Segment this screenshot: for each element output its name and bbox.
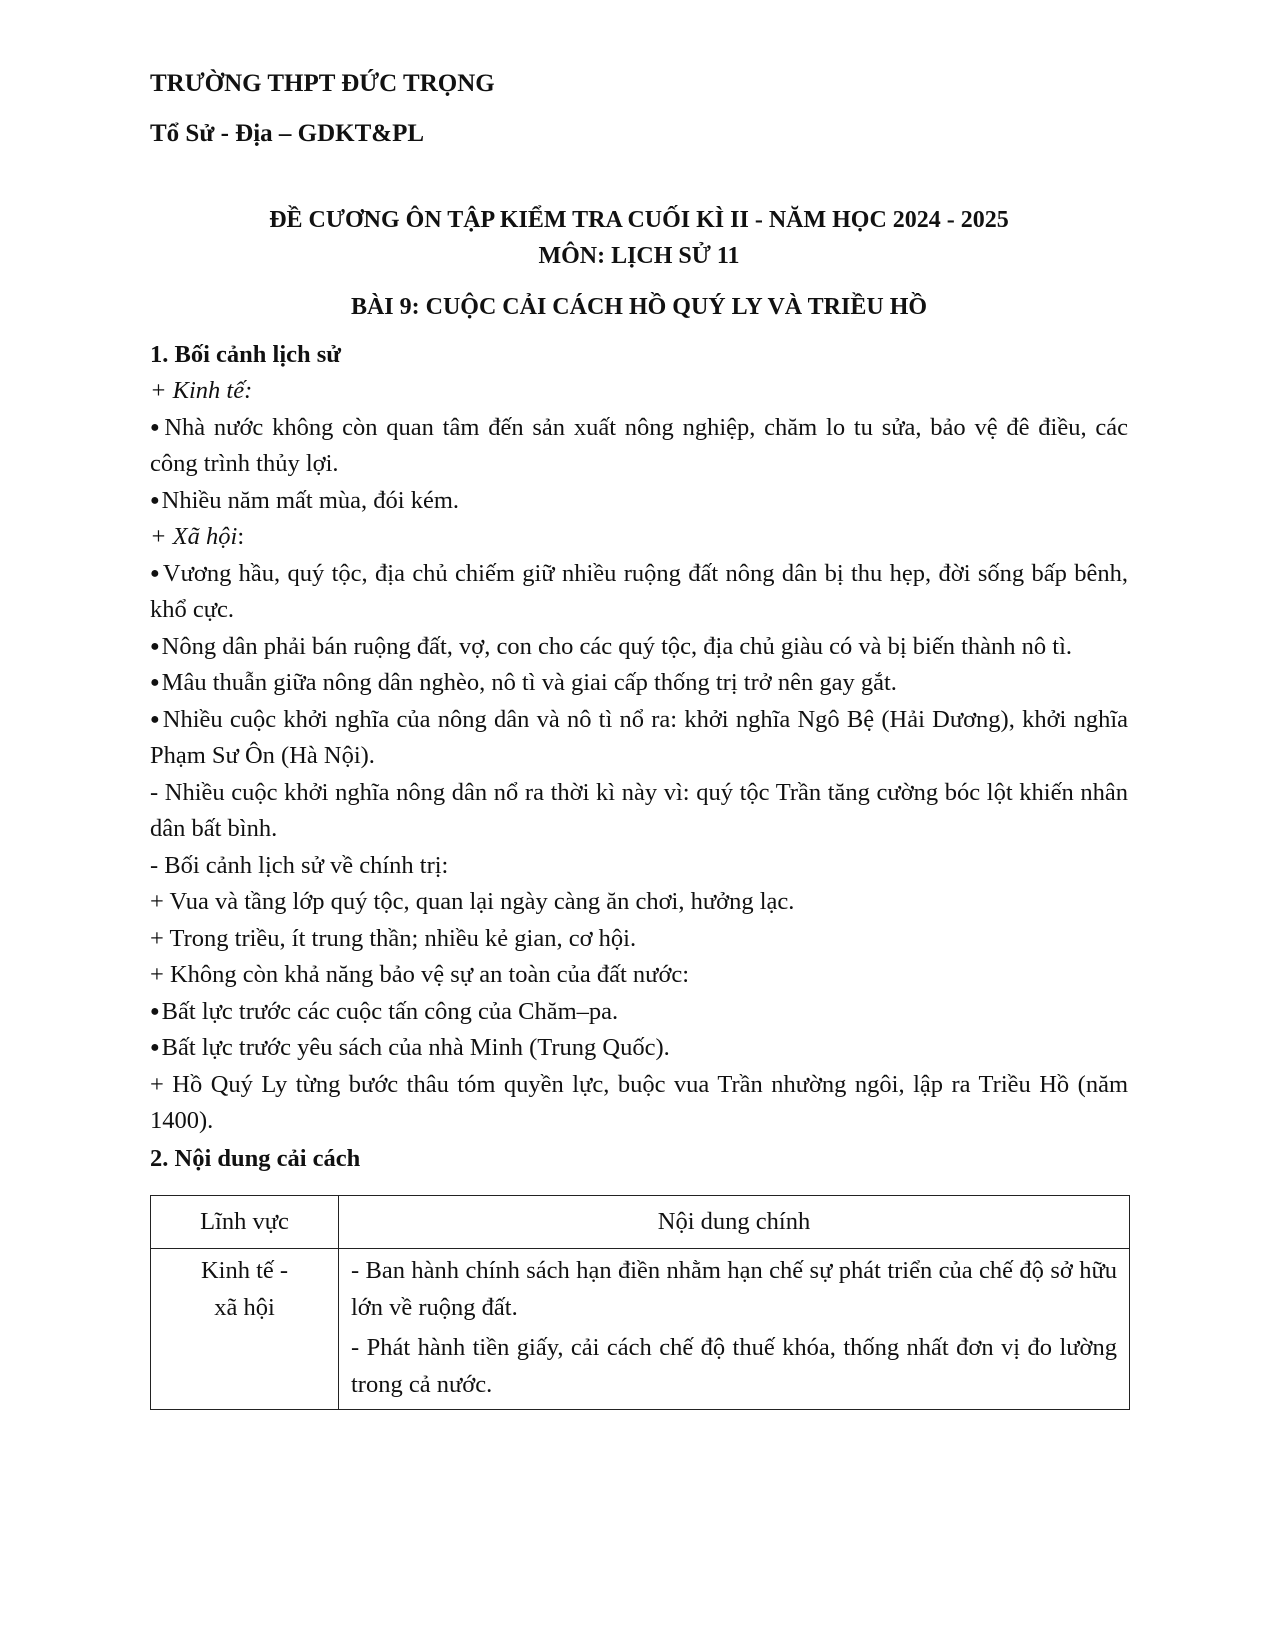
uprising-reason: - Nhiều cuộc khởi nghĩa nông dân nổ ra thời kì này vì: quý tộc Trần tăng cường bóc lột khiến nhân dân bất bình. [150, 778, 1128, 842]
content-item: - Phát hành tiền giấy, cải cách chế độ thuế khóa, thống nhất đơn vị đo lường trong cả nước. [351, 1334, 1117, 1398]
table-row [151, 1249, 1130, 1410]
economy-item: ● Nhiều năm mất mùa, đói kém. [150, 483, 1128, 520]
society-item: ● Nông dân phải bán ruộng đất, vợ, con cho các quý tộc, địa chủ giàu có và bị biến thành nô tì. [150, 629, 1128, 666]
content-item: - Ban hành chính sách hạn điền nhằm hạn chế sự phát triển của chế độ sở hữu lớn về ruộng đất. [351, 1257, 1117, 1321]
section-2-heading: 2. Nội dung cải cách [150, 1144, 361, 1172]
lesson-title: BÀI 9: CUỘC CẢI CÁCH HỒ QUÝ LY VÀ TRIỀU HỒ [350, 294, 928, 320]
table-header-content: Nội dung chính [339, 1195, 1130, 1249]
title-line-1: ĐỀ CƯƠNG ÔN TẬP KIỂM TRA CUỐI KÌ II - NĂM HỌC 2024 - 2025 [269, 207, 1009, 233]
table-cell-content [339, 1249, 1130, 1410]
politics-final: + Hồ Quý Ly từng bước thâu tóm quyền lực, buộc vua Trần nhường ngôi, lập ra Triều Hồ (năm 1400). [150, 1070, 1128, 1134]
politics-item: + Trong triều, ít trung thần; nhiều kẻ gian, cơ hội. [150, 924, 637, 952]
society-item: ● Mâu thuẫn giữa nông dân nghèo, nô tì và giai cấp thống trị trở nên gay gắt. [150, 665, 1128, 702]
society-item: ● Nhiều cuộc khởi nghĩa của nông dân và nô tì nổ ra: khởi nghĩa Ngô Bệ (Hải Dương), khởi nghĩa Phạm Sư Ôn (Hà Nội). [150, 702, 1128, 775]
society-label-line: + Xã hội: [150, 523, 245, 550]
section-1-heading: 1. Bối cảnh lịch sử [150, 341, 341, 368]
field-line-2: xã hội [214, 1293, 275, 1321]
defense-item: ● Bất lực trước các cuộc tấn công của Chăm–pa. [150, 994, 1128, 1031]
economy-item: ● Nhà nước không còn quan tâm đến sản xuất nông nghiệp, chăm lo tu sửa, bảo vệ đê điều, các công trình thủy lợi. [150, 410, 1128, 483]
title-line-2: MÔN: LỊCH SỬ 11 [538, 243, 740, 269]
politics-label: - Bối cảnh lịch sử về chính trị: [150, 851, 449, 879]
society-item: ● Vương hầu, quý tộc, địa chủ chiếm giữ nhiều ruộng đất nông dân bị thu hẹp, đời sống bấp bênh, khổ cực. [150, 556, 1128, 629]
reform-content-table [150, 1195, 1130, 1411]
defense-item: ● Bất lực trước yêu sách của nhà Minh (Trung Quốc). [150, 1030, 1128, 1067]
table-header-field: Lĩnh vực [151, 1195, 339, 1249]
department-name: Tổ Sử - Địa – GDKT&PL [150, 120, 425, 147]
politics-item: + Không còn khả năng bảo vệ sự an toàn của đất nước: [150, 961, 690, 988]
document-title [150, 202, 1128, 274]
table-cell-field [151, 1249, 339, 1410]
school-name: TRƯỜNG THPT ĐỨC TRỌNG [150, 70, 495, 97]
society-label: + Xã hội [150, 523, 238, 550]
economy-label: + Kinh tế: [150, 377, 253, 404]
politics-item: + Vua và tầng lớp quý tộc, quan lại ngày càng ăn chơi, hưởng lạc. [150, 888, 795, 915]
table-header-row [151, 1195, 1130, 1249]
field-line-1: Kinh tế - [200, 1257, 289, 1284]
document-content [150, 70, 1128, 1410]
